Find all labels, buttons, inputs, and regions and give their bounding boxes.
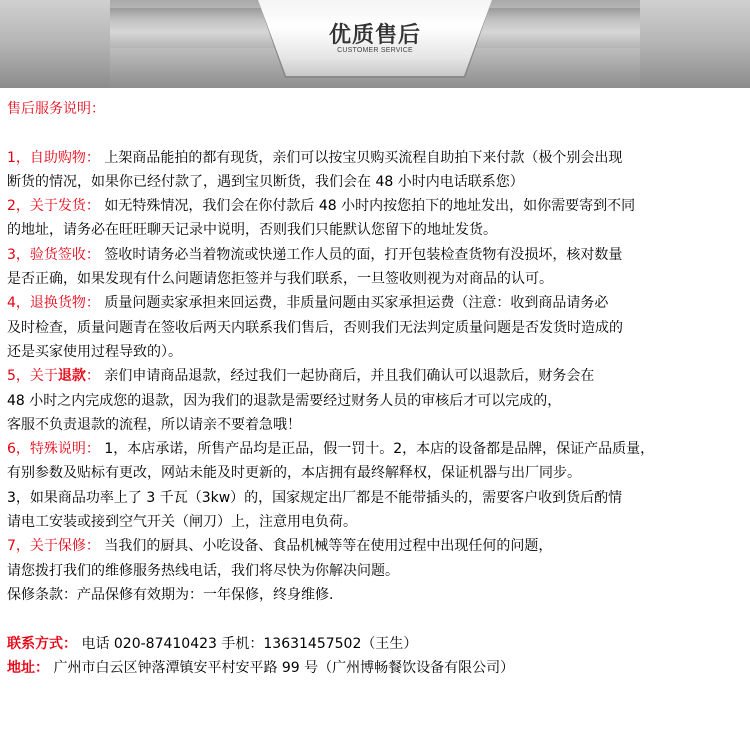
section-text: 如无特殊情况，我们会在你付款后 48 小时内按您拍下的地址发出，如你需要寄到不同	[99, 198, 636, 215]
section-text-line: 请电工安装或接到空气开关（闸刀）上，注意用电负荷。	[7, 514, 357, 531]
section-text: 签收时请务必当着物流或快递工作人员的面，打开包装检查货物有没损坏，核对数量	[99, 246, 623, 263]
section-text-line: 保修条款：产品保修有效期为：一年保修，终身维修.	[7, 586, 334, 603]
spacer	[7, 121, 747, 145]
section-text-line: 3，如果商品功率上了 3 千瓦（3kw）的，国家规定出厂都是不能带插头的，需要客户收到货后酌情	[7, 489, 623, 506]
section-text: 1，本店承诺，所售产品均是正品，假一罚十。2，本店的设备都是品牌，保证产品质量，	[99, 441, 655, 458]
section-self-service	[7, 146, 747, 170]
section-text-line: 还是买家使用过程导致的）。	[7, 343, 182, 360]
page-title: 优质售后	[328, 23, 421, 48]
section-label: 4，退换货物：	[7, 295, 100, 312]
section-text-line: 有别参数及贴标有更改，网站未能及时更新的，本店拥有最终解释权，保证机器与出厂同步。	[7, 465, 581, 482]
section-text: 上架商品能拍的都有现货，亲们可以按宝贝购买流程自助拍下来付款（极个别会出现	[99, 149, 623, 166]
contact-label: 联系方式：	[7, 635, 77, 652]
spacer	[7, 607, 747, 631]
section-text-line: 请您拨打我们的维修服务热线电话，我们将尽快为你解决问题。	[7, 562, 399, 579]
page-subtitle: CUSTOMER SERVICE	[337, 47, 413, 54]
section-shipping	[7, 194, 747, 218]
section-text: 亲们申请商品退款，经过我们一起协商后，并且我们确认可以退款后，财务会在	[99, 368, 595, 385]
section-label: 1，自助购物：	[7, 149, 100, 166]
header-banner	[0, 0, 750, 88]
section-text-line: 客服不负责退款的流程，所以请亲不要着急哦！	[7, 416, 301, 433]
section-warranty	[7, 534, 747, 558]
section-text: 当我们的厨具、小吃设备、食品机械等等在使用过程中出现任何的问题，	[99, 538, 553, 555]
section-special-notes	[7, 437, 747, 461]
section-label: 7，关于保修：	[7, 538, 100, 555]
section-inspection	[7, 243, 747, 267]
contact-text: 电话 020-87410423 手机：13631457502（王生）	[77, 635, 418, 652]
section-text-line: 是否正确，如果发现有什么问题请您拒签并与我们联系，一旦签收则视为对商品的认可。	[7, 271, 553, 288]
address-text: 广州市白云区钟落潭镇安平村安平路 99 号（广州博畅餐饮设备有限公司）	[49, 659, 515, 676]
section-returns	[7, 291, 747, 315]
contact-info	[7, 632, 747, 656]
section-text-line: 及时检查，质量问题青在签收后两天内联系我们售后，否则我们无法判定质量问题是否发货时造成的	[7, 319, 623, 336]
section-label-bold: 退款	[57, 368, 86, 385]
section-label-suffix: ：	[85, 368, 100, 385]
section-label: 5，关于	[7, 368, 58, 385]
section-heading: 售后服务说明：	[7, 101, 105, 117]
section-label: 2，关于发货：	[7, 198, 100, 215]
address-info	[7, 656, 747, 680]
address-label: 地址：	[7, 659, 49, 676]
section-label: 6，特殊说明：	[7, 441, 100, 458]
section-refund	[7, 364, 747, 388]
section-text: 质量问题卖家承担来回运费，非质量问题由买家承担运费（注意：收到商品请务必	[99, 295, 609, 312]
section-label: 3，验货签收：	[7, 246, 100, 263]
service-description	[7, 97, 747, 680]
section-text-line: 断货的情况，如果你已经付款了，遇到宝贝断货，我们会在 48 小时内电话联系您）	[7, 173, 524, 190]
section-text-line: 的地址，请务必在旺旺聊天记录中说明，否则我们只能默认您留下的地址发货。	[7, 222, 497, 239]
section-text-line: 48 小时之内完成您的退款，因为我们的退款是需要经过财务人员的审核后才可以完成的，	[7, 392, 562, 409]
